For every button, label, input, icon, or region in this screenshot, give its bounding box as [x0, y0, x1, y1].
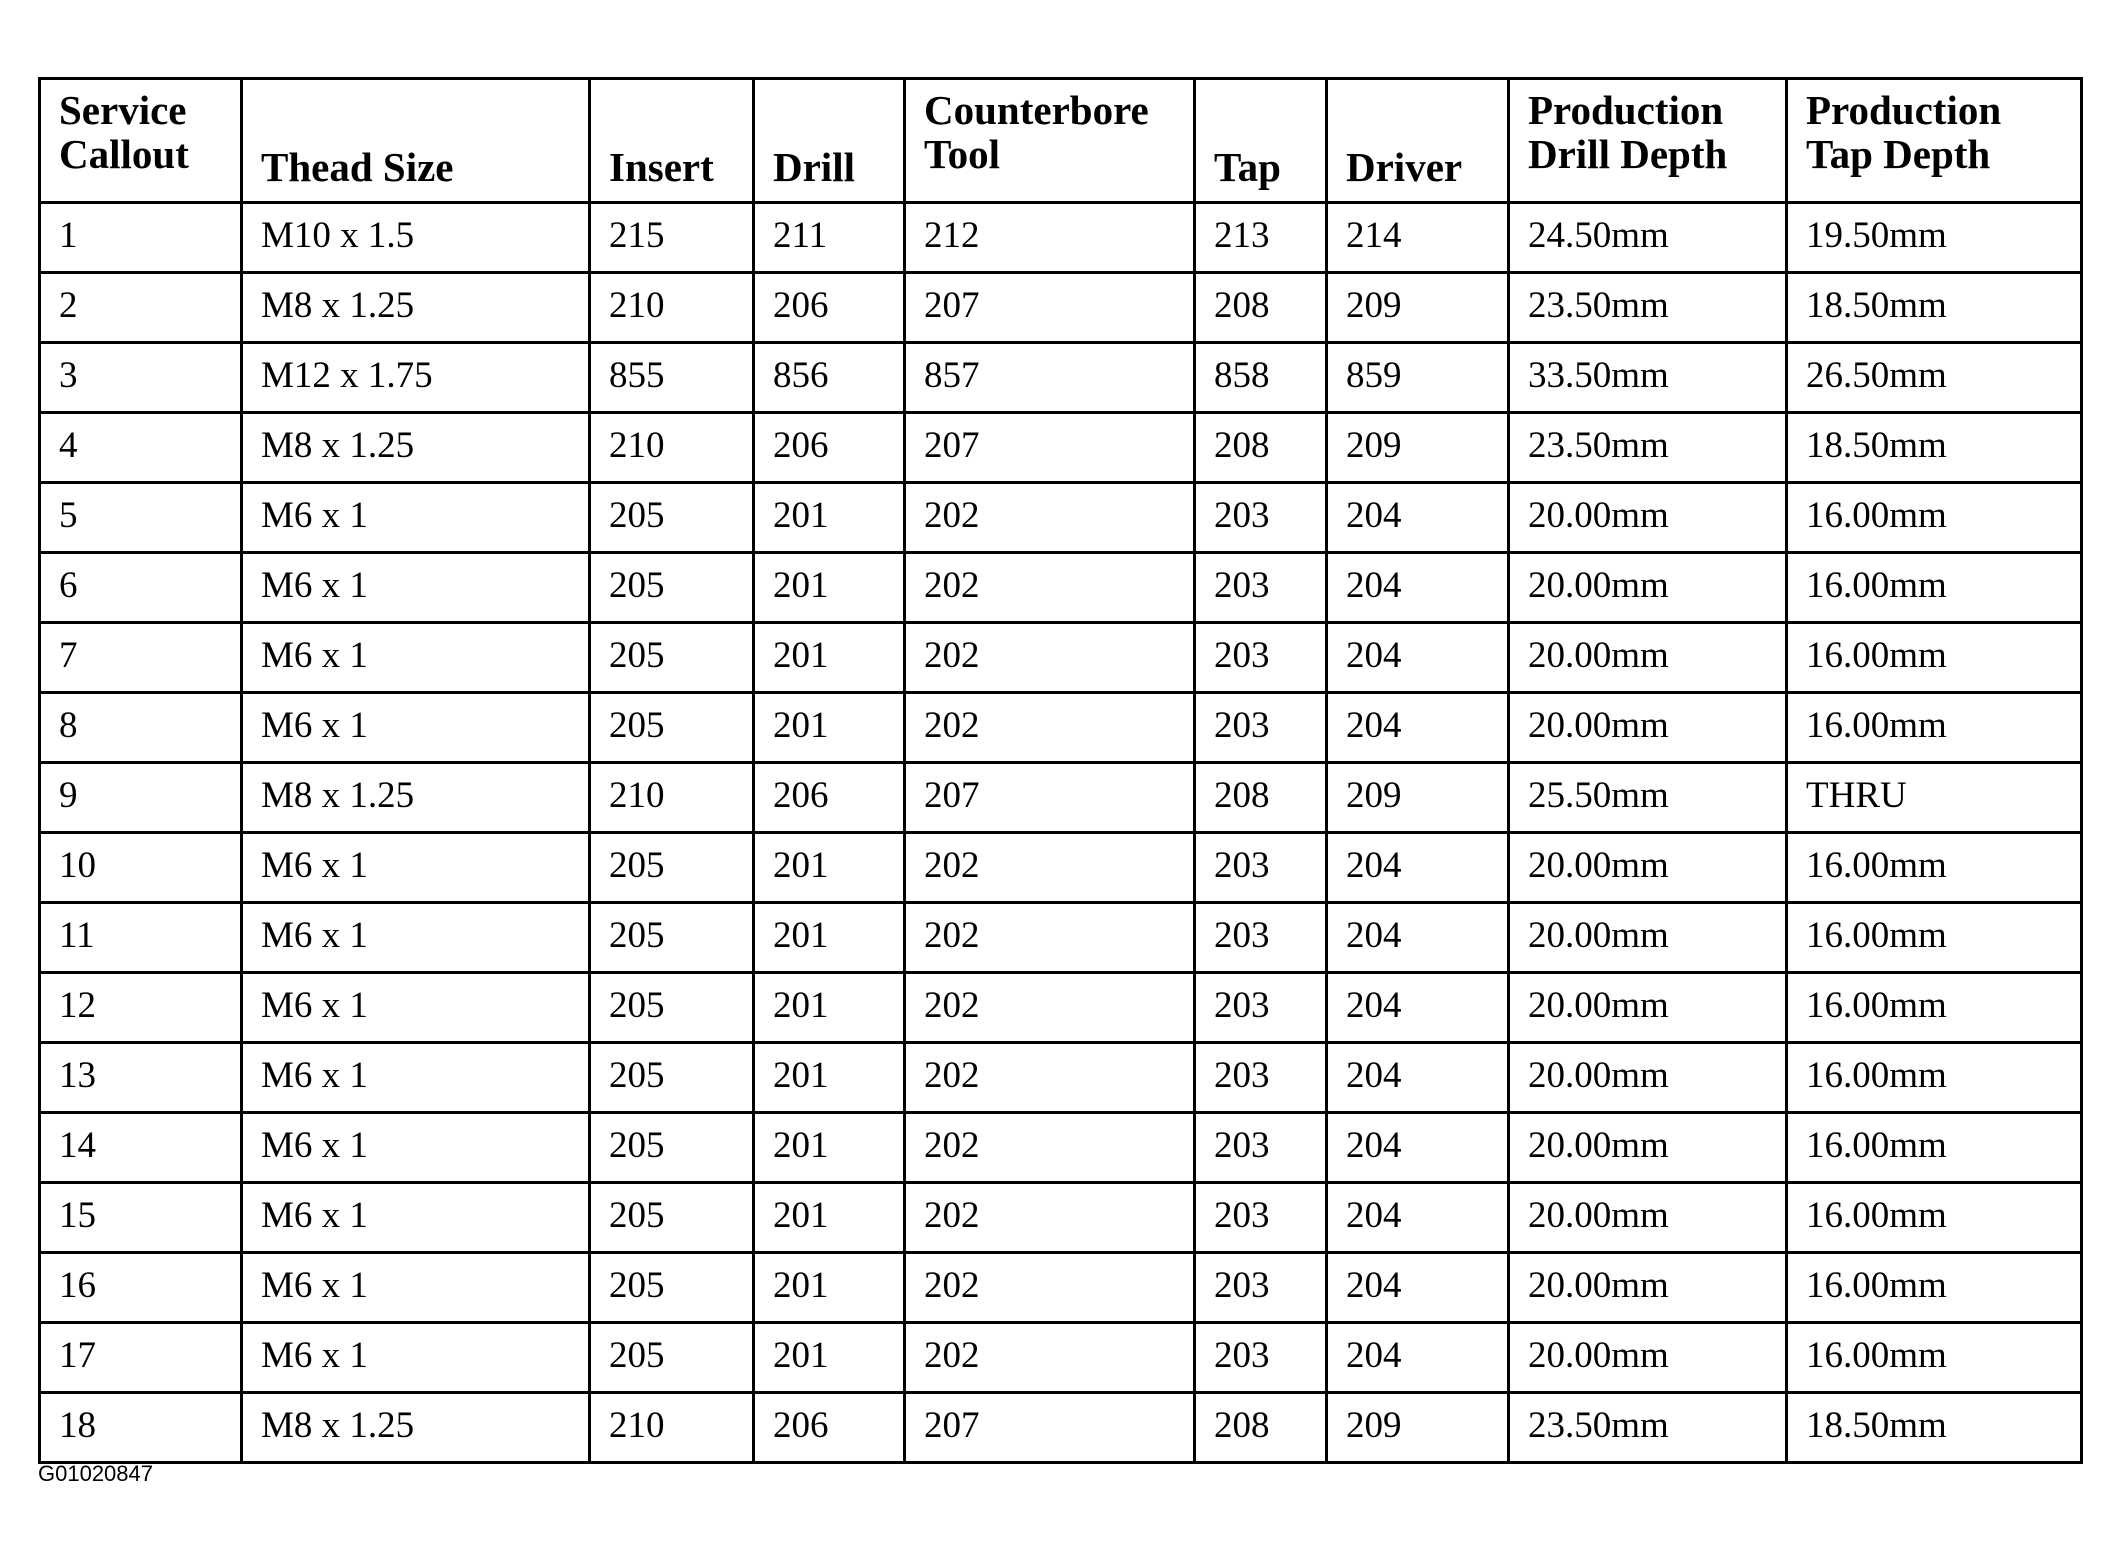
cell-drill: 201 — [754, 623, 905, 693]
cell-driver: 209 — [1327, 273, 1509, 343]
cell-driver: 209 — [1327, 413, 1509, 483]
cell-service-callout: 17 — [40, 1323, 242, 1393]
cell-production-drill-depth: 20.00mm — [1509, 1043, 1787, 1113]
cell-production-drill-depth: 20.00mm — [1509, 623, 1787, 693]
cell-thread-size: M10 x 1.5 — [242, 203, 590, 273]
cell-production-tap-depth: 16.00mm — [1787, 903, 2082, 973]
cell-thread-size: M6 x 1 — [242, 1323, 590, 1393]
table-row — [40, 1043, 2082, 1113]
cell-insert: 205 — [590, 483, 754, 553]
table-row — [40, 483, 2082, 553]
cell-counterbore-tool: 202 — [905, 973, 1195, 1043]
cell-drill: 201 — [754, 1323, 905, 1393]
cell-service-callout: 12 — [40, 973, 242, 1043]
cell-production-tap-depth: 16.00mm — [1787, 1253, 2082, 1323]
cell-production-drill-depth: 20.00mm — [1509, 833, 1787, 903]
cell-thread-size: M8 x 1.25 — [242, 1393, 590, 1463]
cell-drill: 206 — [754, 1393, 905, 1463]
cell-thread-size: M6 x 1 — [242, 1253, 590, 1323]
cell-thread-size: M6 x 1 — [242, 693, 590, 763]
cell-counterbore-tool: 202 — [905, 693, 1195, 763]
cell-drill: 201 — [754, 693, 905, 763]
header-tap: Tap — [1195, 79, 1327, 203]
cell-driver: 859 — [1327, 343, 1509, 413]
cell-driver: 204 — [1327, 1253, 1509, 1323]
cell-insert: 205 — [590, 623, 754, 693]
cell-production-drill-depth: 20.00mm — [1509, 903, 1787, 973]
cell-insert: 205 — [590, 1253, 754, 1323]
cell-thread-size: M6 x 1 — [242, 1183, 590, 1253]
cell-production-tap-depth: 16.00mm — [1787, 1323, 2082, 1393]
table-row — [40, 1113, 2082, 1183]
cell-insert: 210 — [590, 413, 754, 483]
cell-counterbore-tool: 857 — [905, 343, 1195, 413]
cell-insert: 210 — [590, 273, 754, 343]
cell-production-drill-depth: 20.00mm — [1509, 483, 1787, 553]
cell-driver: 209 — [1327, 1393, 1509, 1463]
cell-counterbore-tool: 202 — [905, 1253, 1195, 1323]
cell-counterbore-tool: 207 — [905, 763, 1195, 833]
cell-tap: 203 — [1195, 1183, 1327, 1253]
header-insert: Insert — [590, 79, 754, 203]
table-row — [40, 1393, 2082, 1463]
cell-counterbore-tool: 202 — [905, 623, 1195, 693]
cell-production-tap-depth: 26.50mm — [1787, 343, 2082, 413]
cell-insert: 215 — [590, 203, 754, 273]
cell-tap: 203 — [1195, 1253, 1327, 1323]
cell-production-tap-depth: 16.00mm — [1787, 693, 2082, 763]
cell-production-tap-depth: 16.00mm — [1787, 1113, 2082, 1183]
cell-production-drill-depth: 20.00mm — [1509, 1253, 1787, 1323]
cell-insert: 205 — [590, 693, 754, 763]
cell-tap: 858 — [1195, 343, 1327, 413]
cell-production-tap-depth: THRU — [1787, 763, 2082, 833]
table-row — [40, 763, 2082, 833]
cell-service-callout: 6 — [40, 553, 242, 623]
cell-service-callout: 2 — [40, 273, 242, 343]
table-body — [40, 203, 2082, 1463]
cell-tap: 203 — [1195, 483, 1327, 553]
header-service-callout: Service Callout — [40, 79, 242, 203]
table-row — [40, 553, 2082, 623]
cell-insert: 205 — [590, 1323, 754, 1393]
table-row — [40, 273, 2082, 343]
cell-drill: 201 — [754, 553, 905, 623]
cell-service-callout: 16 — [40, 1253, 242, 1323]
cell-counterbore-tool: 212 — [905, 203, 1195, 273]
cell-production-drill-depth: 24.50mm — [1509, 203, 1787, 273]
cell-service-callout: 4 — [40, 413, 242, 483]
cell-production-drill-depth: 23.50mm — [1509, 1393, 1787, 1463]
cell-production-tap-depth: 18.50mm — [1787, 413, 2082, 483]
table-row — [40, 1253, 2082, 1323]
cell-drill: 206 — [754, 273, 905, 343]
cell-service-callout: 7 — [40, 623, 242, 693]
cell-production-tap-depth: 18.50mm — [1787, 1393, 2082, 1463]
cell-insert: 205 — [590, 903, 754, 973]
cell-tap: 203 — [1195, 903, 1327, 973]
cell-tap: 203 — [1195, 1323, 1327, 1393]
table-row — [40, 623, 2082, 693]
cell-service-callout: 5 — [40, 483, 242, 553]
cell-thread-size: M6 x 1 — [242, 973, 590, 1043]
cell-counterbore-tool: 202 — [905, 1323, 1195, 1393]
cell-tap: 208 — [1195, 413, 1327, 483]
table-row — [40, 413, 2082, 483]
cell-tap: 203 — [1195, 833, 1327, 903]
cell-counterbore-tool: 207 — [905, 413, 1195, 483]
cell-insert: 205 — [590, 553, 754, 623]
cell-service-callout: 3 — [40, 343, 242, 413]
cell-driver: 204 — [1327, 1183, 1509, 1253]
table-row — [40, 1323, 2082, 1393]
table-row — [40, 203, 2082, 273]
cell-driver: 204 — [1327, 903, 1509, 973]
cell-driver: 214 — [1327, 203, 1509, 273]
cell-thread-size: M6 x 1 — [242, 623, 590, 693]
cell-service-callout: 14 — [40, 1113, 242, 1183]
cell-tap: 208 — [1195, 273, 1327, 343]
cell-thread-size: M6 x 1 — [242, 1043, 590, 1113]
cell-service-callout: 13 — [40, 1043, 242, 1113]
header-production-drill-depth: Production Drill Depth — [1509, 79, 1787, 203]
cell-thread-size: M12 x 1.75 — [242, 343, 590, 413]
cell-tap: 203 — [1195, 973, 1327, 1043]
cell-thread-size: M6 x 1 — [242, 833, 590, 903]
cell-insert: 205 — [590, 973, 754, 1043]
cell-production-drill-depth: 20.00mm — [1509, 1323, 1787, 1393]
cell-thread-size: M8 x 1.25 — [242, 763, 590, 833]
header-drill: Drill — [754, 79, 905, 203]
cell-production-tap-depth: 16.00mm — [1787, 1183, 2082, 1253]
cell-driver: 204 — [1327, 623, 1509, 693]
cell-thread-size: M8 x 1.25 — [242, 413, 590, 483]
cell-production-drill-depth: 20.00mm — [1509, 973, 1787, 1043]
cell-drill: 206 — [754, 763, 905, 833]
cell-production-tap-depth: 16.00mm — [1787, 1043, 2082, 1113]
spec-table — [38, 77, 2083, 1464]
cell-service-callout: 15 — [40, 1183, 242, 1253]
cell-driver: 204 — [1327, 1113, 1509, 1183]
cell-drill: 856 — [754, 343, 905, 413]
cell-production-drill-depth: 25.50mm — [1509, 763, 1787, 833]
cell-drill: 201 — [754, 483, 905, 553]
cell-production-tap-depth: 16.00mm — [1787, 973, 2082, 1043]
cell-counterbore-tool: 207 — [905, 1393, 1195, 1463]
cell-driver: 204 — [1327, 833, 1509, 903]
cell-counterbore-tool: 202 — [905, 553, 1195, 623]
cell-driver: 204 — [1327, 483, 1509, 553]
cell-production-drill-depth: 20.00mm — [1509, 1183, 1787, 1253]
cell-tap: 203 — [1195, 623, 1327, 693]
cell-drill: 201 — [754, 903, 905, 973]
cell-insert: 205 — [590, 1183, 754, 1253]
table-row — [40, 343, 2082, 413]
cell-service-callout: 1 — [40, 203, 242, 273]
cell-tap: 208 — [1195, 1393, 1327, 1463]
cell-service-callout: 11 — [40, 903, 242, 973]
cell-drill: 201 — [754, 1183, 905, 1253]
cell-production-tap-depth: 19.50mm — [1787, 203, 2082, 273]
cell-driver: 204 — [1327, 1043, 1509, 1113]
cell-production-drill-depth: 20.00mm — [1509, 693, 1787, 763]
table-header — [40, 79, 2082, 203]
cell-tap: 208 — [1195, 763, 1327, 833]
header-row — [40, 79, 2082, 203]
header-driver: Driver — [1327, 79, 1509, 203]
cell-insert: 205 — [590, 1113, 754, 1183]
cell-tap: 203 — [1195, 553, 1327, 623]
cell-insert: 210 — [590, 763, 754, 833]
cell-production-tap-depth: 16.00mm — [1787, 553, 2082, 623]
cell-counterbore-tool: 202 — [905, 483, 1195, 553]
cell-driver: 204 — [1327, 693, 1509, 763]
table-row — [40, 1183, 2082, 1253]
cell-service-callout: 18 — [40, 1393, 242, 1463]
cell-thread-size: M6 x 1 — [242, 483, 590, 553]
cell-production-tap-depth: 16.00mm — [1787, 623, 2082, 693]
cell-drill: 211 — [754, 203, 905, 273]
cell-tap: 213 — [1195, 203, 1327, 273]
header-production-tap-depth: Production Tap Depth — [1787, 79, 2082, 203]
cell-driver: 204 — [1327, 1323, 1509, 1393]
cell-production-tap-depth: 18.50mm — [1787, 273, 2082, 343]
cell-thread-size: M6 x 1 — [242, 1113, 590, 1183]
cell-production-drill-depth: 20.00mm — [1509, 1113, 1787, 1183]
cell-tap: 203 — [1195, 1113, 1327, 1183]
table-row — [40, 973, 2082, 1043]
cell-production-drill-depth: 23.50mm — [1509, 273, 1787, 343]
header-counterbore-tool: Counterbore Tool — [905, 79, 1195, 203]
cell-counterbore-tool: 207 — [905, 273, 1195, 343]
cell-thread-size: M6 x 1 — [242, 903, 590, 973]
cell-insert: 205 — [590, 1043, 754, 1113]
cell-thread-size: M6 x 1 — [242, 553, 590, 623]
cell-production-tap-depth: 16.00mm — [1787, 833, 2082, 903]
cell-drill: 201 — [754, 973, 905, 1043]
cell-counterbore-tool: 202 — [905, 1113, 1195, 1183]
cell-driver: 204 — [1327, 553, 1509, 623]
cell-counterbore-tool: 202 — [905, 1183, 1195, 1253]
cell-drill: 201 — [754, 1253, 905, 1323]
table-row — [40, 693, 2082, 763]
cell-production-drill-depth: 20.00mm — [1509, 553, 1787, 623]
cell-counterbore-tool: 202 — [905, 833, 1195, 903]
cell-service-callout: 10 — [40, 833, 242, 903]
cell-service-callout: 8 — [40, 693, 242, 763]
figure-id: G01020847 — [38, 1461, 153, 1486]
cell-production-tap-depth: 16.00mm — [1787, 483, 2082, 553]
cell-insert: 855 — [590, 343, 754, 413]
cell-production-drill-depth: 23.50mm — [1509, 413, 1787, 483]
cell-service-callout: 9 — [40, 763, 242, 833]
table-row — [40, 903, 2082, 973]
cell-drill: 201 — [754, 1043, 905, 1113]
cell-insert: 205 — [590, 833, 754, 903]
cell-insert: 210 — [590, 1393, 754, 1463]
cell-tap: 203 — [1195, 693, 1327, 763]
table-row — [40, 833, 2082, 903]
cell-driver: 209 — [1327, 763, 1509, 833]
cell-counterbore-tool: 202 — [905, 903, 1195, 973]
cell-tap: 203 — [1195, 1043, 1327, 1113]
header-thread-size: Thead Size — [242, 79, 590, 203]
cell-drill: 201 — [754, 1113, 905, 1183]
cell-driver: 204 — [1327, 973, 1509, 1043]
cell-counterbore-tool: 202 — [905, 1043, 1195, 1113]
cell-drill: 201 — [754, 833, 905, 903]
cell-thread-size: M8 x 1.25 — [242, 273, 590, 343]
cell-drill: 206 — [754, 413, 905, 483]
cell-production-drill-depth: 33.50mm — [1509, 343, 1787, 413]
